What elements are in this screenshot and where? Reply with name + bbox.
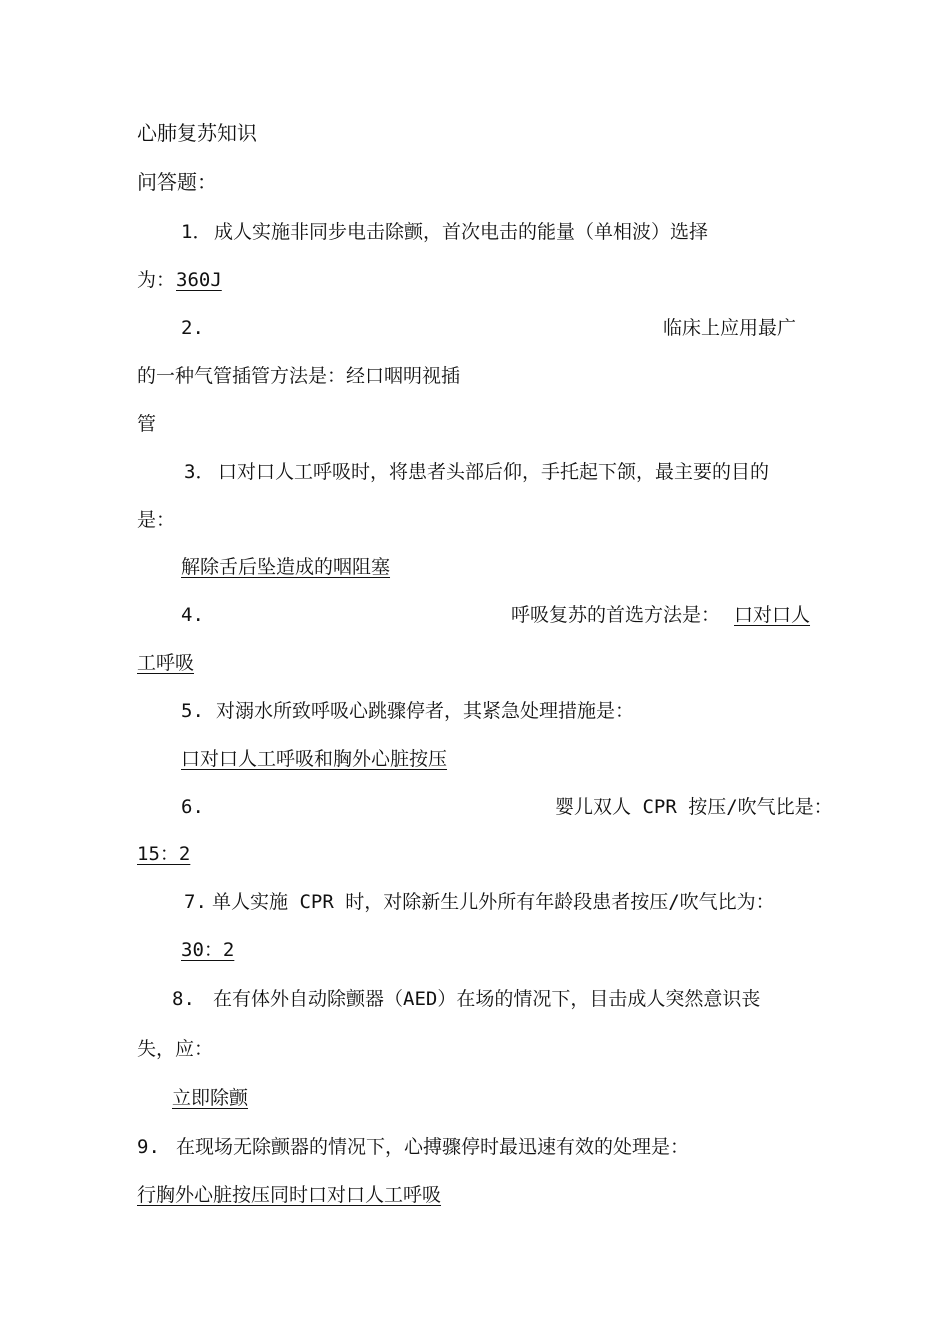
question-7-answer: 30：2 [181,939,235,961]
question-6-answer: 15：2 [137,843,191,865]
question-1-text-cont: 为： [137,269,176,291]
question-9-answer: 行胸外心脏按压同时口对口人工呼吸 [137,1184,442,1206]
question-8-answer: 立即除颤 [172,1087,249,1109]
question-1-text: 成人实施非同步电击除颤，首次电击的能量（单相波）选择 [214,221,709,243]
question-2-text-cont: 的一种气管插管方法是：经口咽明视插 [137,365,461,387]
question-3-text: 口对口人工呼吸时，将患者头部后仰，手托起下颌，最主要的目的 [218,461,770,483]
question-7-text: 单人实施 CPR 时，对除新生儿外所有年龄段患者按压/吹气比为： [212,891,775,913]
question-5-text: 对溺水所致呼吸心跳骤停者，其紧急处理措施是： [216,700,635,722]
question-1-number: 1． [181,221,212,243]
question-4-text: 呼吸复苏的首选方法是： [511,604,721,626]
question-3-text-cont: 是： [137,509,176,531]
question-8-number: 8. [172,988,195,1010]
document-title: 心肺复苏知识 [137,121,257,145]
question-7-number: 7. [184,891,207,913]
question-2-text-end: 管 [137,413,157,435]
question-1-answer: 360J [176,269,222,291]
question-4-answer: 口对口人 [734,604,811,626]
question-5-answer: 口对口人工呼吸和胸外心脏按压 [181,748,448,770]
question-9-number: 9. [137,1136,160,1158]
question-3-number: 3． [184,461,215,483]
question-2-text: 临床上应用最广 [663,317,797,339]
question-4-number: 4. [181,604,204,626]
question-8-text-cont: 失，应： [137,1038,214,1060]
question-6-text: 婴儿双人 CPR 按压/吹气比是： [555,796,833,818]
section-heading: 问答题： [137,170,217,194]
question-5-number: 5. [181,700,204,722]
question-6-number: 6. [181,796,204,818]
question-4-answer-cont: 工呼吸 [137,652,195,674]
question-8-text: 在有体外自动除颤器（AED）在场的情况下，目击成人突然意识丧 [213,988,761,1010]
question-3-answer: 解除舌后坠造成的咽阻塞 [181,556,391,578]
question-2-number: 2. [181,317,204,339]
question-9-text: 在现场无除颤器的情况下，心搏骤停时最迅速有效的处理是： [176,1136,690,1158]
